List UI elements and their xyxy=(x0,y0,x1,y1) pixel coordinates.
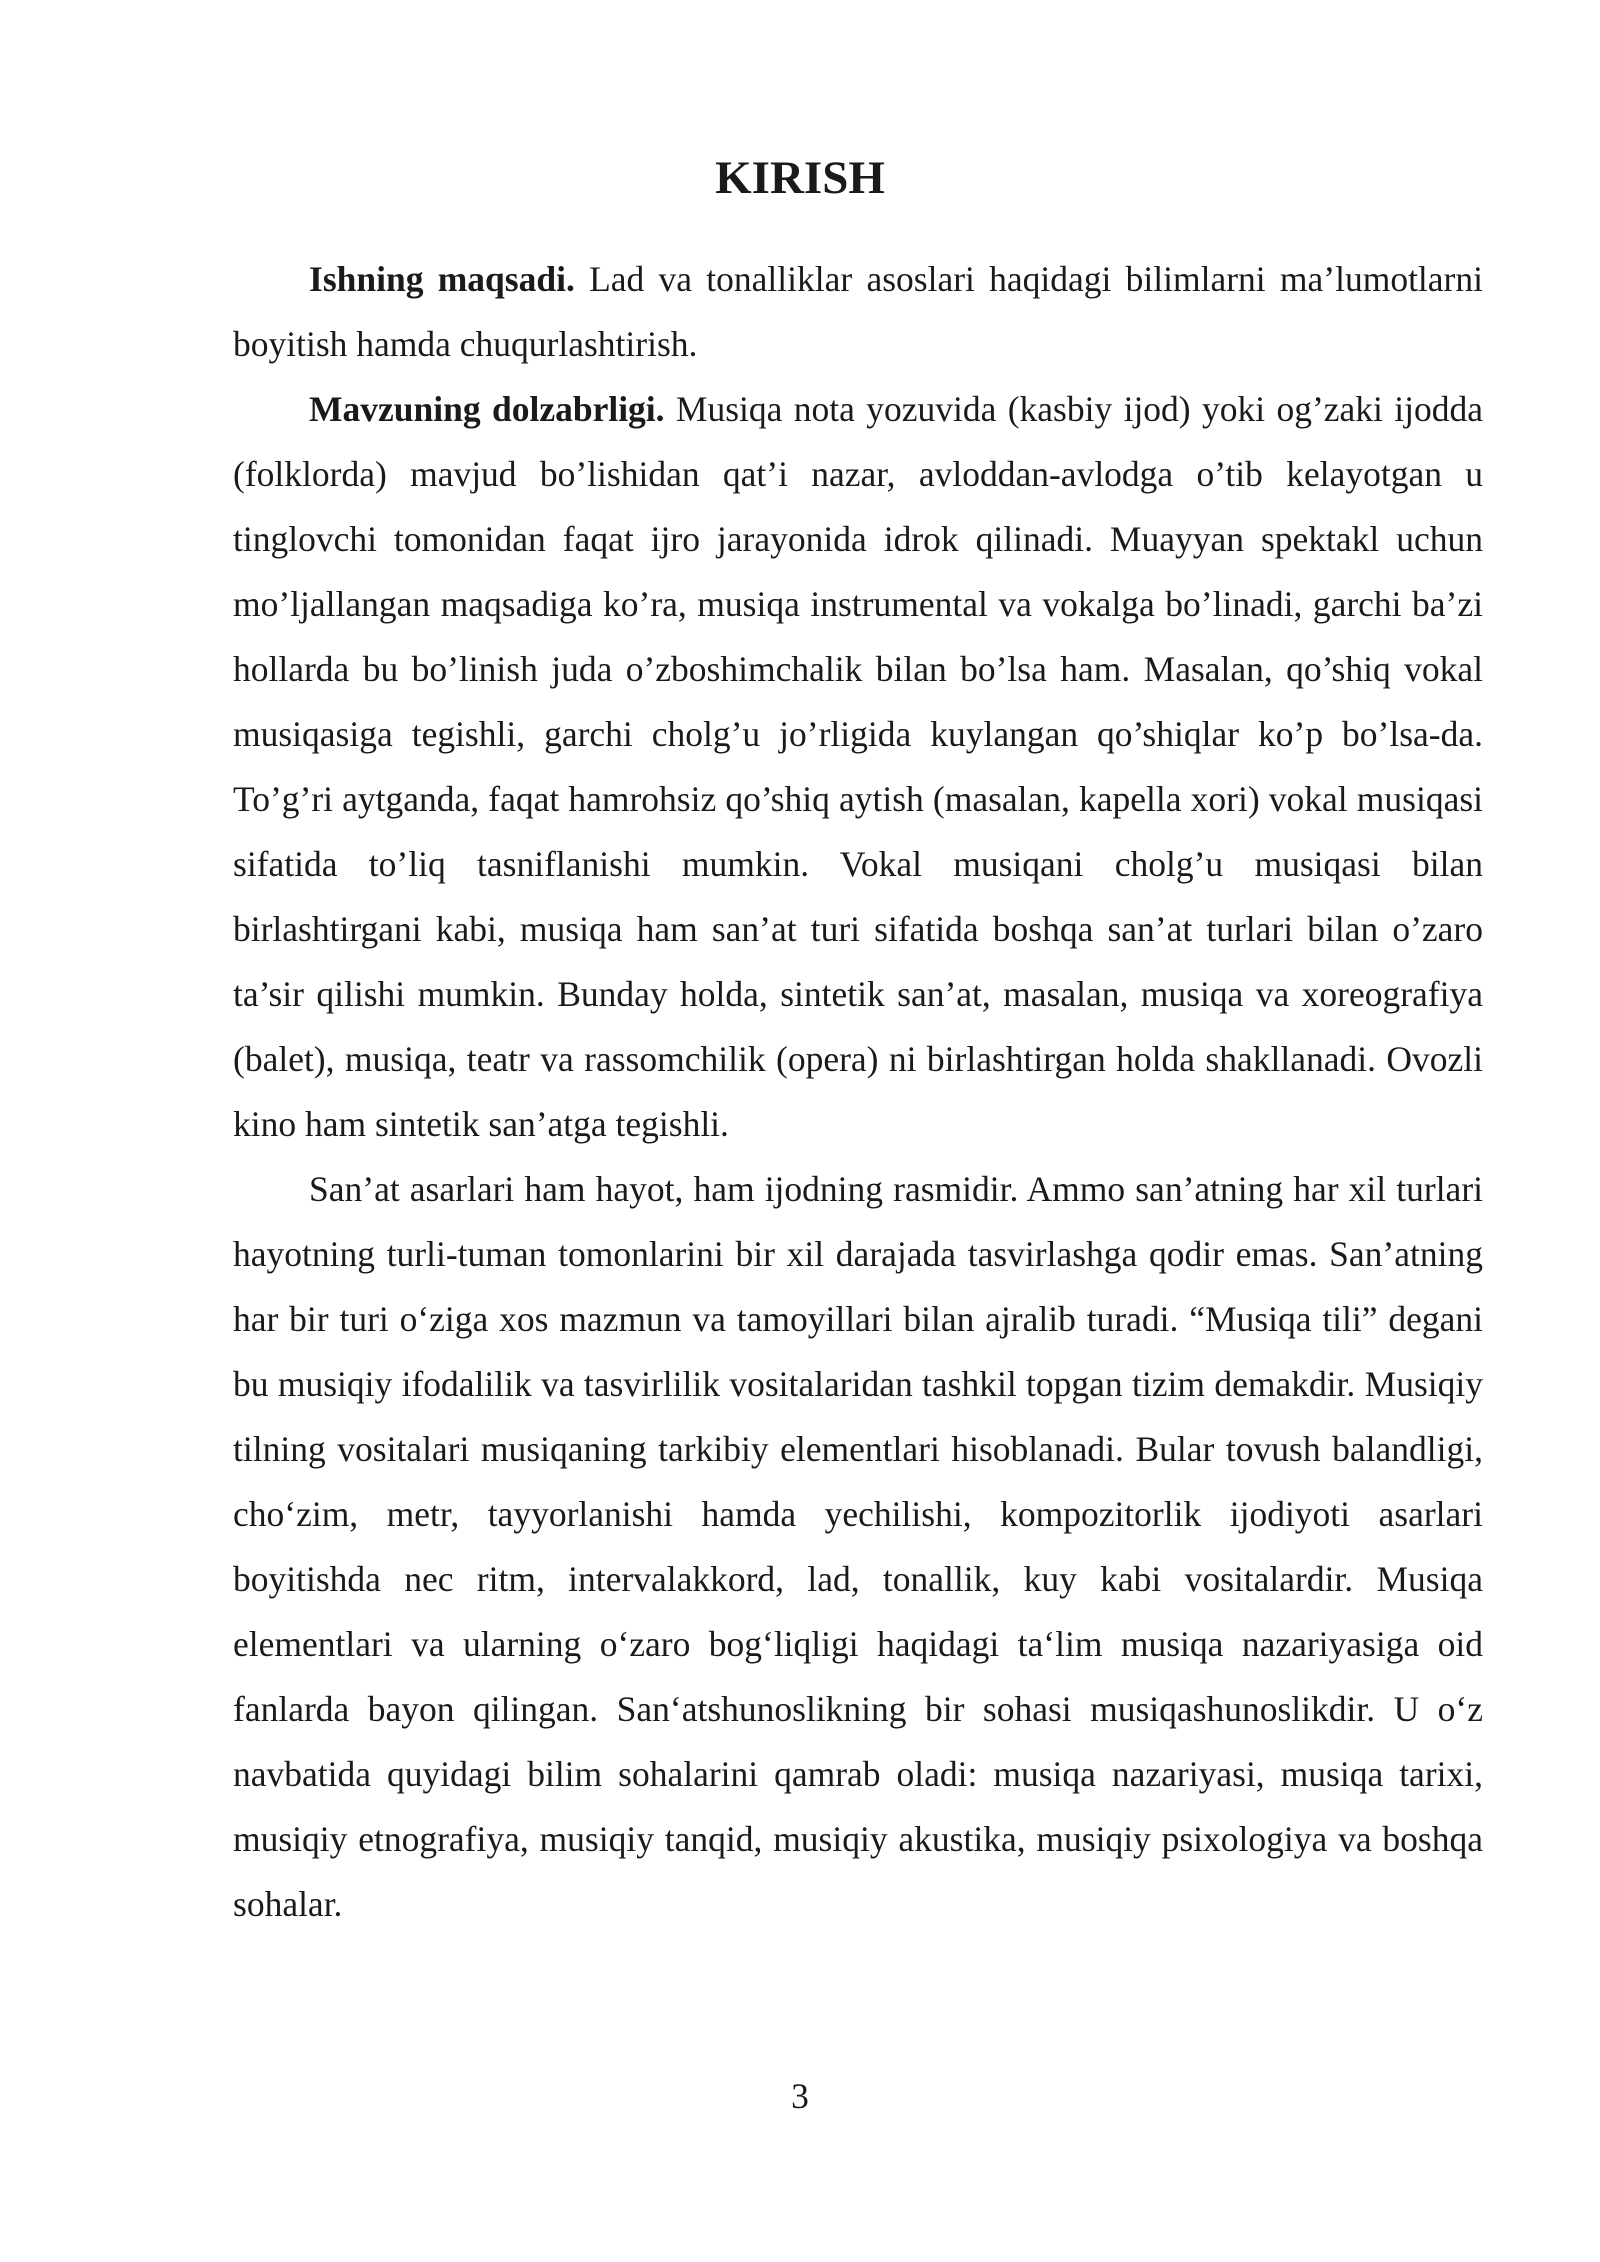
paragraph-art xyxy=(233,1157,1483,1937)
page-title: KIRISH xyxy=(715,152,885,204)
paragraph-lead: Ishning maqsadi. xyxy=(309,259,575,299)
paragraph-text: Lad va tonalliklar asoslari haqidagi bilimlarni ma’lumotlarni boyitish hamda chuqurlashtirish. xyxy=(233,259,1483,364)
paragraph-purpose xyxy=(233,247,1483,377)
paragraph-text: Musiqa nota yozuvida (kasbiy ijod) yoki og’zaki ijodda (folklorda) mavjud bo’lishidan qat’i nazar, avloddan-avlodga o’tib kelayotgan u tinglovchi tomonidan faqat ijro jarayonida idrok qilinadi. Muayyan spektakl uchun mo’ljallangan maqsadiga ko’ra, musiqa instrumental va vokalga bo’linadi, garchi ba’zi hollarda bu bo’linish juda o’zboshimchalik bilan bo’lsa ham. Masalan, qo’shiq vokal musiqasiga tegishli, garchi cholg’u jo’rligida kuylangan qo’shiqlar ko’p bo’lsa-da. To’g’ri aytganda, faqat hamrohsiz qo’shiq aytish (masalan, kapella xori) vokal musiqasi sifatida to’liq tasniflanishi mumkin. Vokal musiqani cholg’u musiqasi bilan birlashtirgani kabi, musiqa ham san’at turi sifatida boshqa san’at turlari bilan o’zaro ta’sir qilishi mumkin. Bunday holda, sintetik san’at, masalan, musiqa va xoreografiya (balet), musiqa, teatr va rassomchilik (opera) ni birlashtirgan holda shakllanadi. Ovozli kino ham sintetik san’atga tegishli. xyxy=(233,389,1483,1144)
paragraph-lead: Mavzuning dolzabrligi. xyxy=(309,389,665,429)
body-text xyxy=(233,247,1483,1937)
paragraph-relevance xyxy=(233,377,1483,1157)
page-number: 3 xyxy=(791,2076,809,2116)
paragraph-text: San’at asarlari ham hayot, ham ijodning rasmidir. Ammo san’atning har xil turlari hayotning turli-tuman tomonlarini bir xil darajada tasvirlashga qodir emas. San’atning har bir turi o‘ziga xos mazmun va tamoyillari bilan ajralib turadi. “Musiqa tili” degani bu musiqiy ifodalilik va tasvirlilik vositalaridan tashkil topgan tizim demakdir. Musiqiy tilning vositalari musiqaning tarkibiy elementlari hisoblanadi. Bular tovush balandligi, cho‘zim, metr, tayyorlanishi hamda yechilishi, kompozitorlik ijodiyoti asarlari boyitishda nec ritm, intervalakkord, lad, tonallik, kuy kabi vositalardir. Musiqa elementlari va ularning o‘zaro bog‘liqligi haqidagi ta‘lim musiqa nazariyasiga oid fanlarda bayon qilingan. San‘atshunoslikning bir sohasi musiqashunoslikdir. U o‘z navbatida quyidagi bilim sohalarini qamrab oladi: musiqa nazariyasi, musiqa tarixi, musiqiy etnografiya, musiqiy tanqid, musiqiy akustika, musiqiy psixologiya va boshqa sohalar. xyxy=(233,1169,1483,1924)
